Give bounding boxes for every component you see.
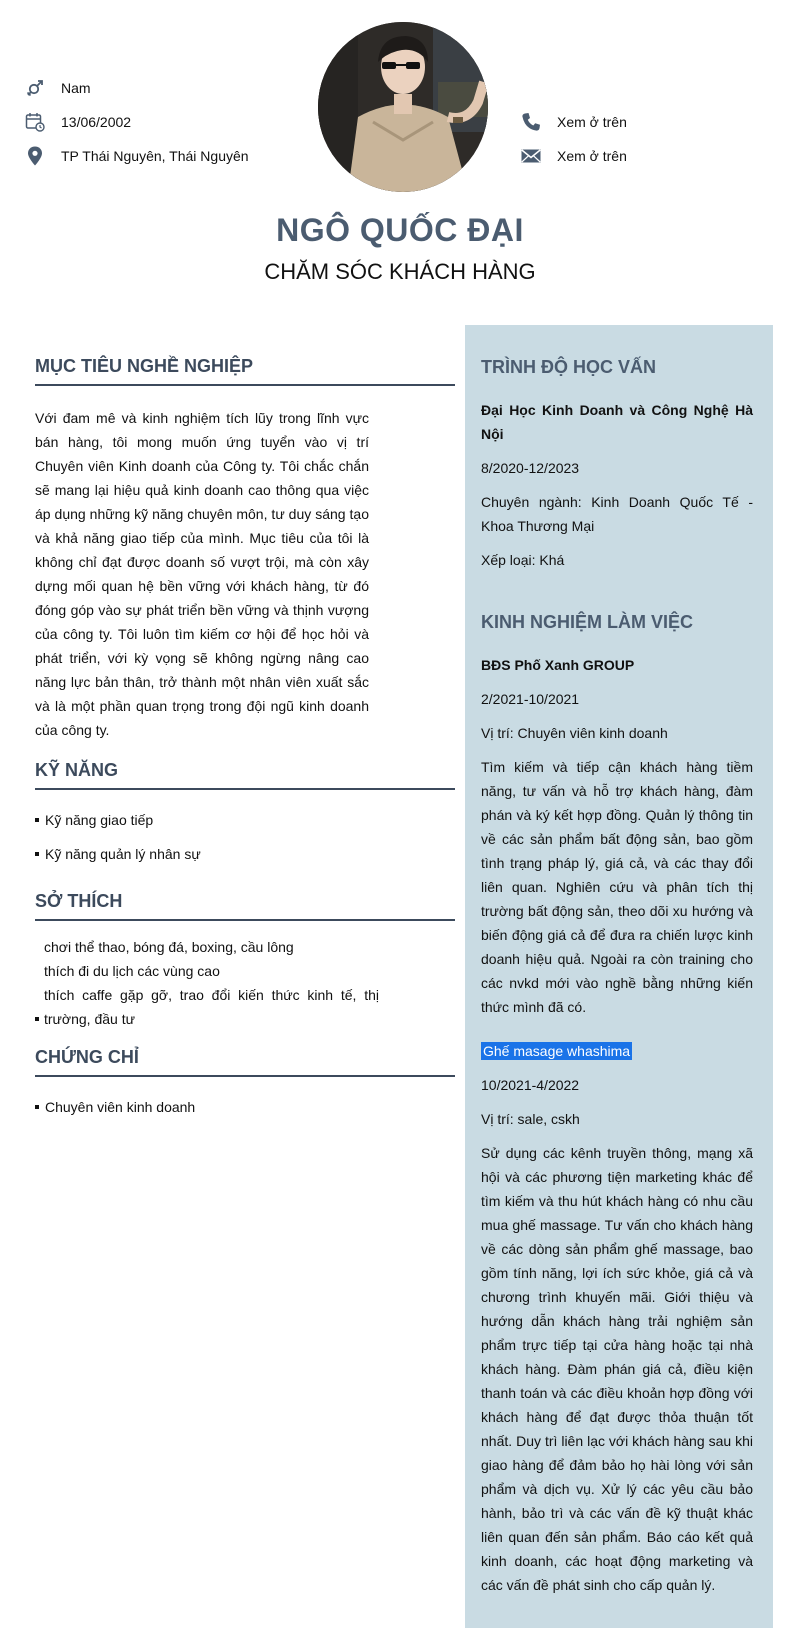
candidate-title: CHĂM SÓC KHÁCH HÀNG — [264, 259, 536, 284]
gender-text: Nam — [61, 80, 91, 96]
certificates-list — [35, 1095, 455, 1119]
hobbies-heading: SỞ THÍCH — [35, 891, 455, 921]
job-period: 10/2021-4/2022 — [481, 1077, 580, 1093]
candidate-name: NGÔ QUỐC ĐẠI — [276, 212, 524, 248]
email-row — [521, 146, 627, 166]
birthdate-row — [25, 112, 131, 132]
education-heading: TRÌNH ĐỘ HỌC VẤN — [481, 357, 656, 377]
phone-row — [521, 112, 627, 132]
right-column — [465, 325, 773, 1628]
address-text: TP Thái Nguyên, Thái Nguyên — [61, 148, 249, 164]
gender-icon — [25, 78, 45, 98]
email-text: Xem ở trên — [557, 148, 627, 164]
birthdate-text: 13/06/2002 — [61, 114, 132, 130]
education-period: 8/2020-12/2023 — [481, 460, 580, 476]
bullet-icon — [35, 818, 39, 822]
left-column — [35, 356, 455, 1129]
envelope-icon — [521, 146, 541, 166]
bullet-icon — [35, 1017, 39, 1021]
list-item: Kỹ năng quản lý nhân sự — [35, 842, 455, 866]
job-entry — [481, 1039, 753, 1597]
job-company: BĐS Phố Xanh GROUP — [481, 657, 635, 673]
hobby-line: thích đi du lịch các vùng cao — [44, 963, 220, 979]
skills-heading: KỸ NĂNG — [35, 760, 455, 790]
phone-text: Xem ở trên — [557, 114, 627, 130]
job-description: Tìm kiếm và tiếp cận khách hàng tiềm năng, tư vấn và hỗ trợ khách hàng, đàm phán và ký kết hợp đồng. Quản lý thông tin về các sản phẩm bất động sản, bao gồm tình trạng pháp lý, giá cả, và các thay đổi liên quan. Nghiên cứu và phân tích thị trường bất động sản, theo dõi xu hướng và biến động giá cả để đưa ra chiến lược kinh doanh hiệu quả. Ngoài ra còn training cho các nvkd mới vào nghề bằng những kiến thức mình đã có. — [481, 759, 753, 1015]
selected-text[interactable]: Ghế masage whashima — [483, 1043, 631, 1059]
objective-text: Với đam mê và kinh nghiệm tích lũy trong lĩnh vực bán hàng, tôi mong muốn ứng tuyển vào vị trí Chuyên viên Kinh doanh của Công ty. Tôi chắc chắn sẽ mang lại hiệu quả kinh doanh cao thông qua việc áp dụng những kỹ năng chuyên môn, tư duy sáng tạo và khả năng giao tiếp của mình. Mục tiêu của tôi là không chỉ đạt được doanh số vượt trội, mà còn xây dựng mối quan hệ bền vững với khách hàng, từ đó đóng góp vào sự phát triển bền vững và thịnh vượng của công ty. Tôi luôn tìm kiếm cơ hội để học hỏi và phát triển, với kỳ vọng sẽ không ngừng nâng cao năng lực bản thân, trở thành một nhân viên xuất sắc và là một phần quan trọng trong đội ngũ kinh doanh của công ty. — [35, 410, 369, 738]
location-pin-icon — [25, 146, 45, 166]
bullet-icon — [35, 852, 39, 856]
certificates-heading: CHỨNG CHỈ — [35, 1047, 455, 1077]
skills-list — [35, 808, 455, 866]
job-period: 2/2021-10/2021 — [481, 691, 580, 707]
job-position: Vị trí: sale, cskh — [481, 1111, 580, 1127]
list-item: Chuyên viên kinh doanh — [35, 1095, 455, 1119]
job-position: Vị trí: Chuyên viên kinh doanh — [481, 725, 668, 741]
hobby-line: trường, đầu tư — [44, 1011, 135, 1027]
objective-heading: MỤC TIÊU NGHỀ NGHIỆP — [35, 356, 455, 386]
education-grade: Xếp loại: Khá — [481, 552, 565, 568]
phone-icon — [521, 112, 541, 132]
education-school: Đại Học Kinh Doanh và Công Nghệ Hà Nội — [481, 402, 753, 442]
bullet-icon — [35, 1105, 39, 1109]
gender-row — [25, 78, 91, 98]
hobbies-block — [35, 935, 379, 1031]
job-entry — [481, 653, 753, 1019]
profile-photo — [318, 22, 488, 192]
job-company-selected[interactable] — [481, 1039, 753, 1063]
experience-heading: KINH NGHIỆM LÀM VIỆC — [481, 612, 694, 632]
hobby-line: chơi thể thao, bóng đá, boxing, cầu lông — [44, 939, 294, 955]
job-description: Sử dụng các kênh truyền thông, mạng xã hội và các phương tiện marketing khác để tìm kiếm và thu hút khách hàng có nhu cầu mua ghế massage. Tư vấn cho khách hàng về các dòng sản phẩm ghế massage, bao gồm tính năng, lợi ích sức khỏe, giá cả và chương trình khuyến mãi. Giới thiệu và hướng dẫn khách hàng trải nghiệm sản phẩm trực tiếp tại cửa hàng hoặc tại nhà khách hàng. Đàm phán giá cả, điều kiện thanh toán và các điều khoản hợp đồng với khách hàng để đạt được thỏa thuận tốt nhất. Duy trì liên lạc với khách hàng sau khi giao hàng để đảm bảo họ hài lòng với sản phẩm và dịch vụ. Xử lý các yêu cầu bảo hành, bảo trì và các vấn đề kỹ thuật khác liên quan đến sản phẩm. Báo cáo kết quả kinh doanh, các hoạt động marketing và các vấn đề phát sinh cho cấp quản lý. — [481, 1145, 753, 1593]
education-major: Chuyên ngành: Kinh Doanh Quốc Tế - Khoa Thương Mại — [481, 494, 753, 534]
hobby-line: thích caffe gặp gỡ, trao đổi kiến thức kinh tế, thị — [44, 987, 379, 1003]
list-item: Kỹ năng giao tiếp — [35, 808, 455, 832]
calendar-icon — [25, 112, 45, 132]
address-row — [25, 146, 249, 166]
